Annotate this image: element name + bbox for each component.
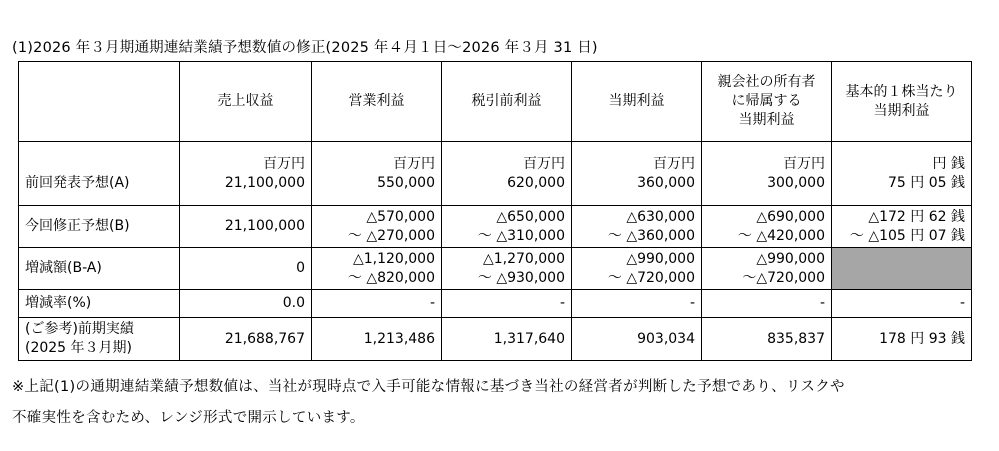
table-row <box>19 318 972 361</box>
footnote-line: 不確実性を含むため、レンジ形式で開示しています。 <box>12 410 365 426</box>
corner-cell <box>19 62 180 142</box>
data-cell: △690,000 ～ △420,000 <box>702 206 832 248</box>
column-header: 基本的１株当たり 当期利益 <box>832 62 972 142</box>
unit-label: 百万円 <box>393 155 435 172</box>
data-cell: △1,120,000 ～ △820,000 <box>312 248 442 290</box>
data-cell: 1,317,640 <box>442 318 572 361</box>
table-row <box>19 248 972 290</box>
data-cell: - <box>442 290 572 318</box>
table-row <box>19 290 972 318</box>
data-cell: △1,270,000 ～ △930,000 <box>442 248 572 290</box>
data-cell: 百万円 620,000 <box>442 142 572 206</box>
header-row <box>19 62 972 142</box>
data-cell: 21,688,767 <box>180 318 312 361</box>
row-label: 増減額(B-A) <box>19 248 180 290</box>
table-row <box>19 142 972 206</box>
data-cell: 0.0 <box>180 290 312 318</box>
data-cell: △650,000 ～ △310,000 <box>442 206 572 248</box>
data-cell: - <box>312 290 442 318</box>
footnote-line: ※上記(1)の通期連結業績予想数値は、当社が現時点で入手可能な情報に基づき当社の経営者が判断した予想であり、リスクや <box>12 379 845 395</box>
row-label: (ご参考)前期実績 (2025 年３月期) <box>19 318 180 361</box>
data-cell: △172 円 62 銭 ～ △105 円 07 銭 <box>832 206 972 248</box>
forecast-revision-table <box>18 61 972 361</box>
data-cell: △990,000 ～△720,000 <box>702 248 832 290</box>
row-label: 前回発表予想(A) <box>19 142 180 206</box>
data-cell: 百万円 360,000 <box>572 142 702 206</box>
data-cell: 21,100,000 <box>180 206 312 248</box>
column-header: 営業利益 <box>312 62 442 142</box>
data-cell: 1,213,486 <box>312 318 442 361</box>
row-label: 今回修正予想(B) <box>19 206 180 248</box>
column-header: 税引前利益 <box>442 62 572 142</box>
unit-label: 百万円 <box>523 155 565 172</box>
unit-label: 百万円 <box>263 155 305 172</box>
data-cell: 百万円 550,000 <box>312 142 442 206</box>
data-cell: - <box>832 290 972 318</box>
unit-label: 円 銭 <box>932 155 965 172</box>
row-label: 増減率(%) <box>19 290 180 318</box>
unit-label: 百万円 <box>783 155 825 172</box>
column-header: 売上収益 <box>180 62 312 142</box>
shaded-empty-cell <box>832 248 972 290</box>
data-cell: △630,000 ～ △360,000 <box>572 206 702 248</box>
table-row <box>19 206 972 248</box>
data-cell: 0 <box>180 248 312 290</box>
data-cell: △570,000 ～ △270,000 <box>312 206 442 248</box>
data-cell: 百万円 300,000 <box>702 142 832 206</box>
column-header: 親会社の所有者 に帰属する 当期利益 <box>702 62 832 142</box>
data-cell: - <box>702 290 832 318</box>
data-cell: 903,034 <box>572 318 702 361</box>
unit-label: 百万円 <box>653 155 695 172</box>
column-header: 当期利益 <box>572 62 702 142</box>
page-title: (1)2026 年３月期通期連結業績予想数値の修正(2025 年４月１日～2026 年３月 31 日) <box>12 40 598 56</box>
data-cell: △990,000 ～ △720,000 <box>572 248 702 290</box>
data-cell: 178 円 93 銭 <box>832 318 972 361</box>
data-cell: 835,837 <box>702 318 832 361</box>
data-cell: - <box>572 290 702 318</box>
data-cell: 百万円 21,100,000 <box>180 142 312 206</box>
data-cell: 円 銭 75 円 05 銭 <box>832 142 972 206</box>
